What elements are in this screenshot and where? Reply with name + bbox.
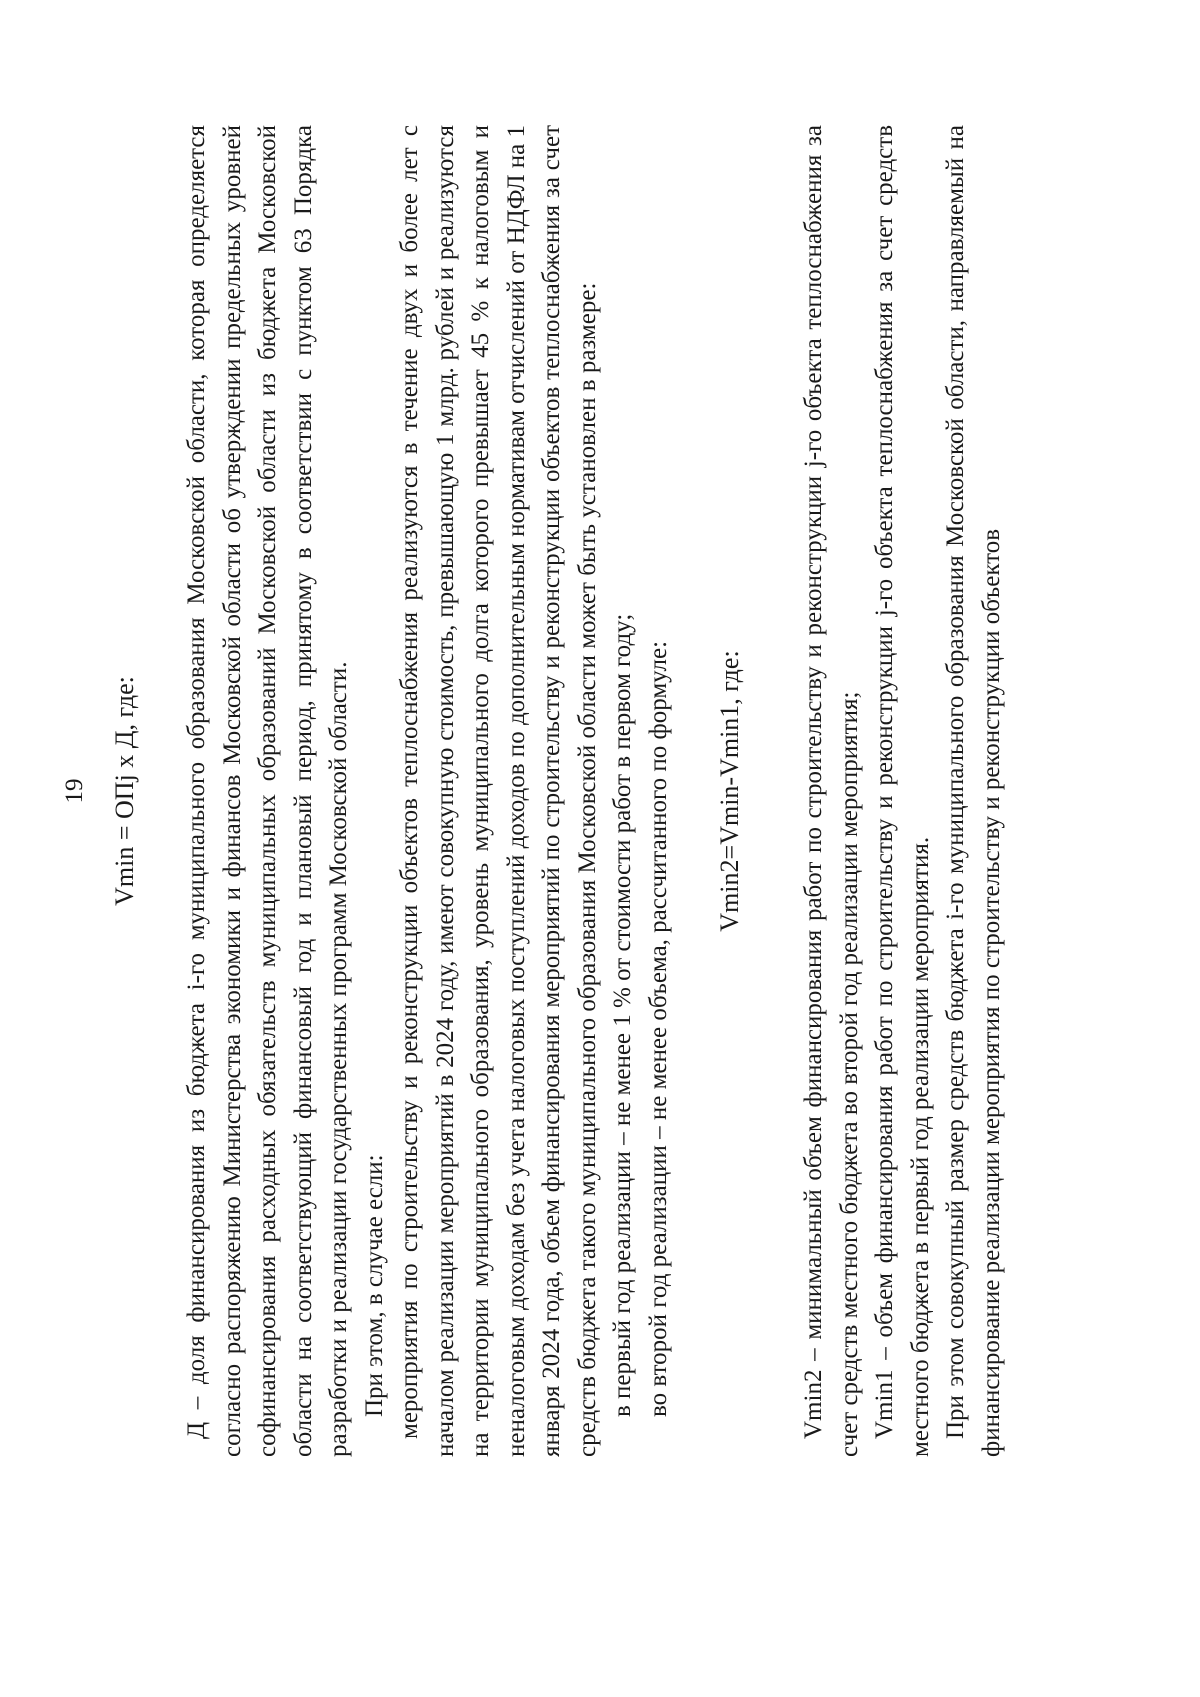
page-content bbox=[55, 125, 1009, 1457]
paragraph-measures-condition: мероприятия по строительству и реконструкции объектов теплоснабжения реализуются в течение двух и более лет с началом реализации мероприятий в 2024 году, имеют совокупную стоимость, превышающую 1 млрд. рублей и реализуются на территории муниципального образования, уровень муниципального долга которого превышает 45 % к налоговым и неналоговым доходам без учета налоговых поступлений доходов по дополнительным нормативам отчислений от НДФЛ на 1 января 2024 года, объем финансирования мероприятий по строительству и реконструкции объектов теплоснабжения за счет средств бюджета такого муниципального образования Московской области может быть установлен в размере: bbox=[396, 125, 601, 1457]
spacer bbox=[760, 125, 796, 1457]
spacer bbox=[155, 125, 179, 1457]
formula-vmin2: Vmin2=Vmin-Vmin1, где: bbox=[715, 650, 744, 932]
paragraph-in-case-if: При этом, в случае если: bbox=[360, 1154, 388, 1417]
list-item-first-year: в первый год реализации – не менее 1 % от стоимости работ в первом году; bbox=[609, 613, 636, 1417]
paragraph-vmin1-definition: Vmin1 – объем финансирования работ по строительству и реконструкции j-го объекта теплоснабжения за счет средств местного бюджета в первый год реализации мероприятия. bbox=[871, 125, 934, 1457]
paragraph-vmin2-definition: Vmin2 – минимальный объем финансирования работ по строительству и реконструкции j-го объекта теплоснабжения за счет средств местного бюджета во второй год реализации мероприятия; bbox=[800, 125, 863, 1457]
formula-vmin: Vmin = ОПj х Д, где: bbox=[110, 676, 139, 906]
list-item-second-year: во второй год реализации – не менее объема, рассчитанного по формуле: bbox=[644, 640, 672, 1417]
paragraph-total-size: При этом совокупный размер средств бюджета i-го муниципального образования Московской области, направляемый на финансирование реализации мероприятия по строительству и реконструкции объектов bbox=[942, 125, 1005, 1457]
page-number: 19 bbox=[61, 778, 88, 804]
paragraph-share-definition: Д – доля финансирования из бюджета i-го муниципального образования Московской области, которая определяется согласно распоряжению Министерства экономики и финансов Московской области об утверждении предельных уровней софинансирования расходных обязательств муниципальных образований Московской области из бюджета Московской области на соответствующий финансовый год и плановый период, принятому в соответствии с пунктом 63 Порядка разработки и реализации государственных программ Московской области. bbox=[183, 125, 352, 1457]
spacer bbox=[676, 125, 700, 1457]
